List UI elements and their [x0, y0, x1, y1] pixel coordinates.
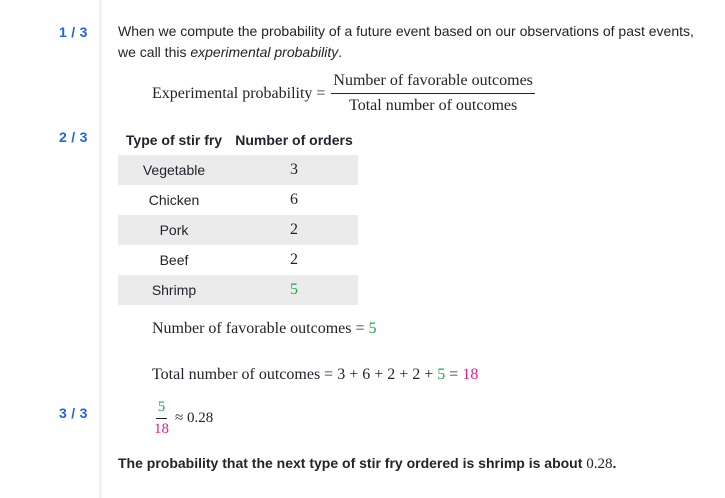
intro-end: .: [338, 44, 343, 60]
intro-emphasis: experimental probability: [190, 44, 339, 60]
formula-lhs: Experimental probability =: [152, 84, 326, 102]
cell-orders: 2: [290, 251, 298, 268]
cell-type: Beef: [159, 252, 189, 268]
table-row: [118, 185, 358, 215]
header-orders: Number of orders: [235, 132, 353, 148]
favorable-value: 5: [368, 320, 377, 337]
step-label-3: 3 / 3: [59, 405, 88, 421]
cell-orders: 3: [230, 155, 358, 185]
table-row: [118, 275, 358, 305]
table-row: [118, 155, 358, 185]
conclusion-value: 0.28: [586, 456, 613, 472]
formula-fraction: [331, 72, 534, 115]
formula-numerator: Number of favorable outcomes: [331, 72, 534, 94]
intro-text: When we compute the probability of a future event based on our observations of past events, we call this: [118, 23, 694, 60]
cell-type: Pork: [118, 215, 230, 245]
probability-formula: [152, 72, 535, 115]
total-label: Total number of outcomes = 3 + 6 + 2 + 2 +: [152, 366, 434, 383]
table-row: [118, 215, 358, 245]
cell-orders-shrimp: 5: [230, 275, 358, 305]
cell-orders: 2: [230, 215, 358, 245]
step-label-1: 1 / 3: [59, 24, 88, 40]
total-value: 18: [462, 366, 479, 383]
cell-type: Vegetable: [118, 155, 230, 185]
total-outcomes-equation: [152, 366, 478, 384]
step-divider: [99, 0, 102, 498]
conclusion-text: The probability that the next type of stir fry ordered is shrimp is about: [118, 455, 587, 471]
total-shrimp-value: 5: [437, 366, 446, 383]
stir-fry-orders-table: [118, 125, 358, 305]
formula-denominator: Total number of outcomes: [349, 97, 518, 114]
result-fraction-stack: [152, 399, 171, 438]
cell-orders: 6: [290, 191, 298, 208]
favorable-label: Number of favorable outcomes =: [152, 320, 365, 337]
table-header-row: [118, 125, 358, 155]
result-numerator: 5: [156, 399, 168, 419]
table-row: [118, 245, 358, 275]
result-approx: ≈ 0.28: [175, 410, 214, 426]
intro-paragraph: [118, 21, 708, 63]
step-label-2: 2 / 3: [59, 129, 88, 145]
header-type: Type of stir fry: [125, 132, 223, 148]
conclusion-end: .: [612, 455, 617, 471]
total-equals: =: [449, 366, 459, 383]
result-denominator: 18: [154, 421, 169, 437]
cell-type: Chicken: [148, 192, 200, 208]
conclusion-sentence: [118, 455, 616, 473]
favorable-outcomes-equation: [152, 320, 377, 338]
cell-type: Shrimp: [118, 275, 230, 305]
result-fraction: [152, 399, 213, 438]
